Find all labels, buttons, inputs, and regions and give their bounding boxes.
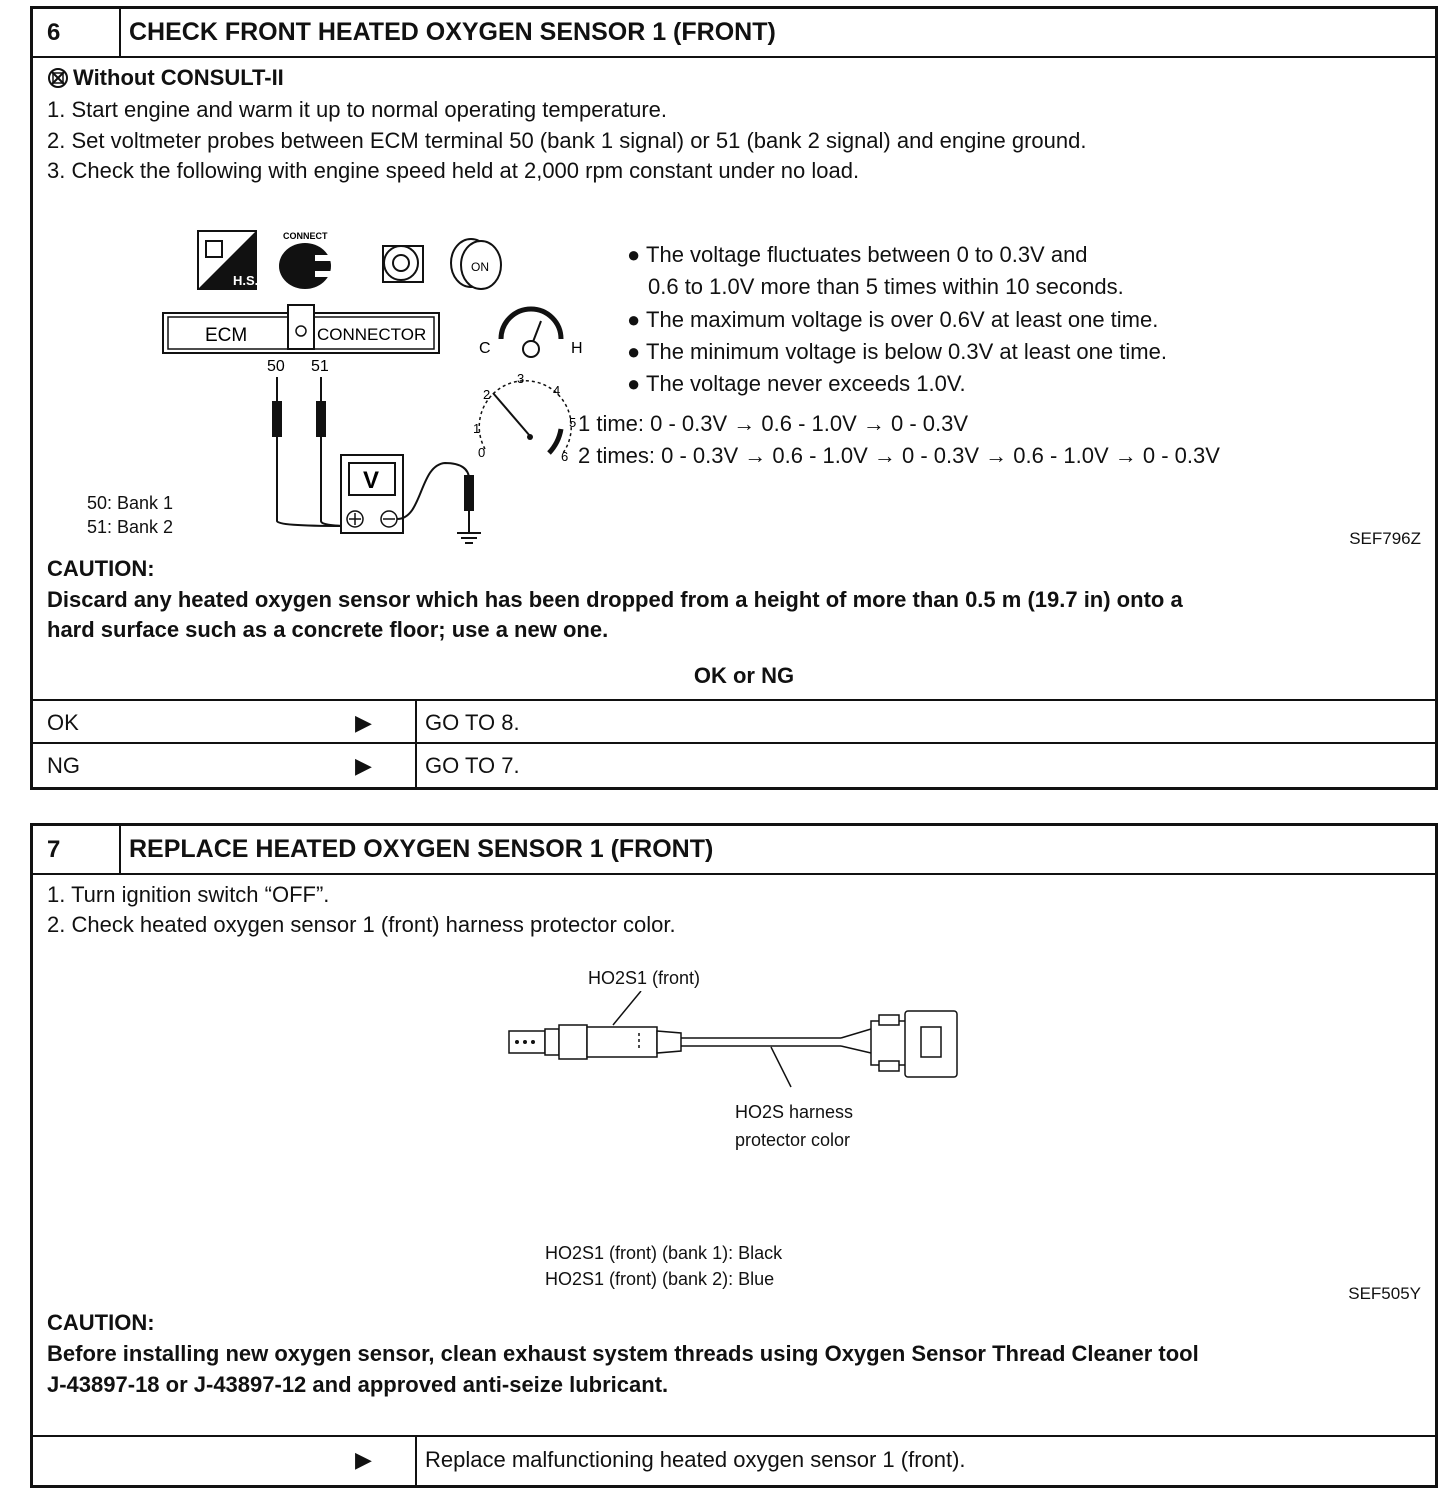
step-number: 7 — [33, 826, 121, 873]
result-label: OK — [47, 710, 79, 735]
mode-label: Without CONSULT-II — [73, 65, 284, 90]
pin-50-label: 50 — [267, 358, 285, 375]
ecm-text: ECM — [205, 325, 248, 346]
tach-tick: 5 — [569, 415, 577, 430]
ignition-on-icon — [451, 239, 501, 289]
step-title: CHECK FRONT HEATED OXYGEN SENSOR 1 (FRONT) — [129, 18, 776, 46]
harness-label-line1: HO2S harness — [735, 1102, 854, 1122]
bank-2-color: HO2S1 (front) (bank 2): Blue — [545, 1269, 775, 1289]
result-label: NG — [47, 753, 80, 778]
tach-tick: 3 — [517, 371, 525, 386]
criterion-2: ● The maximum voltage is over 0.6V at least one time. — [627, 307, 1159, 332]
tach-tick: 4 — [553, 383, 561, 398]
criterion-4: ● The voltage never exceeds 1.0V. — [627, 371, 966, 396]
harness-label-line2: protector color — [735, 1130, 851, 1150]
result-action: GO TO 7. — [415, 744, 1435, 787]
step-title: REPLACE HEATED OXYGEN SENSOR 1 (FRONT) — [129, 835, 714, 863]
no-consult-icon — [47, 67, 69, 89]
temperature-gauge-icon — [479, 309, 583, 357]
on-text: ON — [471, 260, 489, 274]
arrow-icon: ▶ — [355, 710, 372, 735]
result-action: Replace malfunctioning heated oxygen sensor 1 (front). — [415, 1437, 1435, 1487]
bank-1-note: 50: Bank 1 — [87, 493, 174, 513]
engine-icon — [383, 246, 423, 282]
step-6-header — [33, 9, 1435, 58]
figure-code: SEF796Z — [1349, 529, 1421, 548]
criterion-1: ● The voltage fluctuates between 0 to 0.3V and — [627, 242, 1088, 267]
oxygen-sensor-diagram — [501, 991, 981, 1091]
temp-h-label: H — [571, 340, 583, 357]
caution-text-1: Before installing new oxygen sensor, clean exhaust system threads using Oxygen Sensor Thread Cleaner tool — [47, 1341, 1199, 1366]
caution-text-1: Discard any heated oxygen sensor which has been dropped from a height of more than 0.5 m (19.7 in) onto a — [47, 587, 1183, 612]
connector-text: CONNECTOR — [317, 325, 427, 344]
tachometer-icon — [473, 371, 576, 464]
result-row — [33, 1435, 1435, 1487]
instruction-1: 1. Start engine and warm it up to normal operating temperature. — [47, 97, 668, 122]
hs-text: H.S. — [233, 273, 259, 288]
connect-plug-icon — [279, 231, 335, 289]
temp-c-label: C — [479, 340, 491, 357]
tach-tick: 6 — [561, 449, 569, 464]
result-action: GO TO 8. — [415, 701, 1435, 744]
mode-line — [47, 65, 284, 91]
tach-tick: 2 — [483, 387, 491, 402]
voltmeter-v-text: V — [363, 467, 380, 494]
instruction-3: 3. Check the following with engine speed held at 2,000 rpm constant under no load. — [47, 158, 860, 183]
voltmeter-icon — [341, 455, 403, 533]
ok-or-ng-heading: OK or NG — [693, 663, 795, 688]
caution-label: CAUTION: — [47, 556, 155, 581]
caution-text-2: J-43897-18 or J-43897-12 and approved anti-seize lubricant. — [47, 1372, 669, 1397]
criterion-3: ● The minimum voltage is below 0.3V at least one time. — [627, 339, 1167, 364]
sequence-1: 1 time: 0 - 0.3V → 0.6 - 1.0V → 0 - 0.3V — [578, 411, 969, 436]
ground-icon — [457, 533, 481, 543]
instruction-1: 1. Turn ignition switch “OFF”. — [47, 882, 330, 907]
tach-tick: 1 — [473, 421, 481, 436]
pin-51-label: 51 — [311, 358, 329, 375]
step-number: 6 — [33, 9, 121, 56]
hot-start-icon — [198, 231, 258, 289]
step-7-header — [33, 826, 1435, 875]
caution-text-2: hard surface such as a concrete floor; use a new one. — [47, 617, 609, 642]
result-row-ok — [33, 699, 1435, 744]
step-6-box — [30, 6, 1438, 790]
bank-2-note: 51: Bank 2 — [87, 517, 174, 537]
result-row-ng — [33, 742, 1435, 787]
sequence-2: 2 times: 0 - 0.3V → 0.6 - 1.0V → 0 - 0.3V → 0.6 - 1.0V → 0 - 0.3V — [578, 443, 1220, 468]
sensor-label: HO2S1 (front) — [588, 968, 701, 988]
bank-1-color: HO2S1 (front) (bank 1): Black — [545, 1243, 783, 1263]
ecm-connector — [163, 305, 439, 353]
arrow-icon: ▶ — [355, 1447, 372, 1472]
figure-code: SEF505Y — [1348, 1284, 1421, 1303]
tach-tick: 0 — [478, 445, 486, 460]
step-7-box — [30, 823, 1438, 1488]
connect-text: CONNECT — [283, 231, 328, 241]
criterion-1-cont: 0.6 to 1.0V more than 5 times within 10 seconds. — [648, 274, 1124, 299]
caution-label: CAUTION: — [47, 1310, 155, 1335]
instruction-2: 2. Set voltmeter probes between ECM terminal 50 (bank 1 signal) or 51 (bank 2 signal) and engine ground. — [47, 128, 1087, 153]
arrow-icon: ▶ — [355, 753, 372, 778]
instruction-2: 2. Check heated oxygen sensor 1 (front) harness protector color. — [47, 912, 676, 937]
